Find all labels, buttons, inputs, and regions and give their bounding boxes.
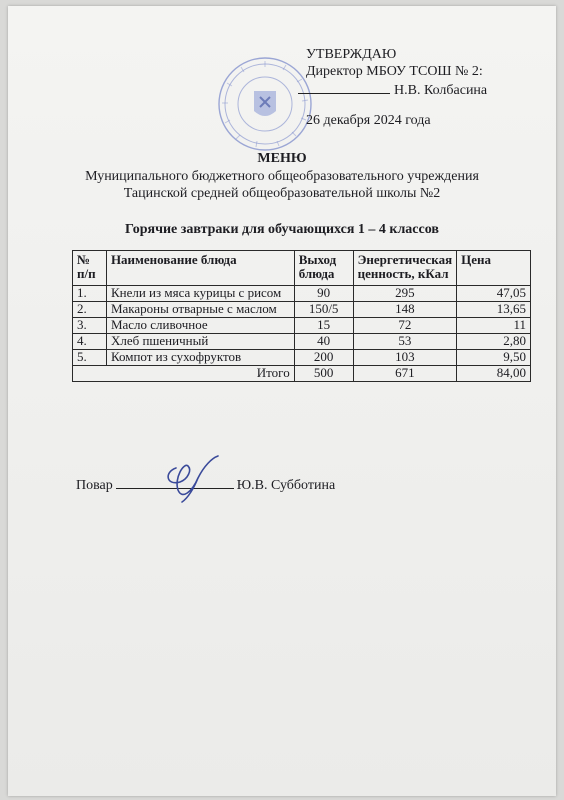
row-number: 3. <box>73 318 107 334</box>
table-row <box>73 334 531 350</box>
menu-table <box>72 250 531 382</box>
organization-line-1: Муниципального бюджетного общеобразовательного учреждения <box>85 169 479 184</box>
header-price: Цена <box>457 251 531 286</box>
row-energy: 295 <box>353 286 457 302</box>
organization-line-2: Тацинской средней общеобразовательной школы №2 <box>123 186 441 201</box>
row-price: 47,05 <box>457 286 531 302</box>
table-row <box>73 302 531 318</box>
row-number: 1. <box>73 286 107 302</box>
approval-block <box>306 47 488 128</box>
approval-heading: УТВЕРЖДАЮ <box>306 47 397 62</box>
row-yield: 40 <box>294 334 353 350</box>
row-yield: 90 <box>294 286 353 302</box>
table-row <box>73 286 531 302</box>
table-row <box>73 350 531 366</box>
row-number: 2. <box>73 302 107 318</box>
total-yield: 500 <box>294 366 353 382</box>
row-price: 13,65 <box>457 302 531 318</box>
row-dish-name: Масло сливочное <box>106 318 294 334</box>
menu-subtitle: Горячие завтраки для обучающихся 1 – 4 классов <box>125 222 439 237</box>
cook-name: Ю.В. Субботина <box>236 478 336 493</box>
row-price: 11 <box>457 318 531 334</box>
total-energy: 671 <box>353 366 457 382</box>
header-number: № п/п <box>73 251 107 286</box>
approval-position: Директор МБОУ ТСОШ № 2: <box>306 64 483 79</box>
row-price: 2,80 <box>457 334 531 350</box>
row-energy: 148 <box>353 302 457 318</box>
header-dish-name: Наименование блюда <box>106 251 294 286</box>
row-energy: 72 <box>353 318 457 334</box>
table-total-row <box>73 366 531 382</box>
row-price: 9,50 <box>457 350 531 366</box>
row-dish-name: Кнели из мяса курицы с рисом <box>106 286 294 302</box>
menu-title: МЕНЮ <box>257 151 307 166</box>
row-dish-name: Компот из сухофруктов <box>106 350 294 366</box>
row-dish-name: Хлеб пшеничный <box>106 334 294 350</box>
row-number: 5. <box>73 350 107 366</box>
row-dish-name: Макароны отварные с маслом <box>106 302 294 318</box>
header-yield: Выход блюда <box>294 251 353 286</box>
approval-date: 26 декабря 2024 года <box>306 113 431 128</box>
row-yield: 200 <box>294 350 353 366</box>
row-number: 4. <box>73 334 107 350</box>
school-seal <box>216 55 314 153</box>
header-energy: Энергетическая ценность, кКал <box>353 251 457 286</box>
handwritten-signature <box>158 452 228 504</box>
table-row <box>73 318 531 334</box>
row-energy: 103 <box>353 350 457 366</box>
table-header-row <box>73 251 531 286</box>
total-price: 84,00 <box>457 366 531 382</box>
approval-signature-line <box>298 81 487 99</box>
row-yield: 15 <box>294 318 353 334</box>
total-label: Итого <box>73 366 295 382</box>
cook-label: Повар <box>76 478 113 493</box>
row-yield: 150/5 <box>294 302 353 318</box>
row-energy: 53 <box>353 334 457 350</box>
approval-name: Н.В. Колбасина <box>394 83 488 98</box>
